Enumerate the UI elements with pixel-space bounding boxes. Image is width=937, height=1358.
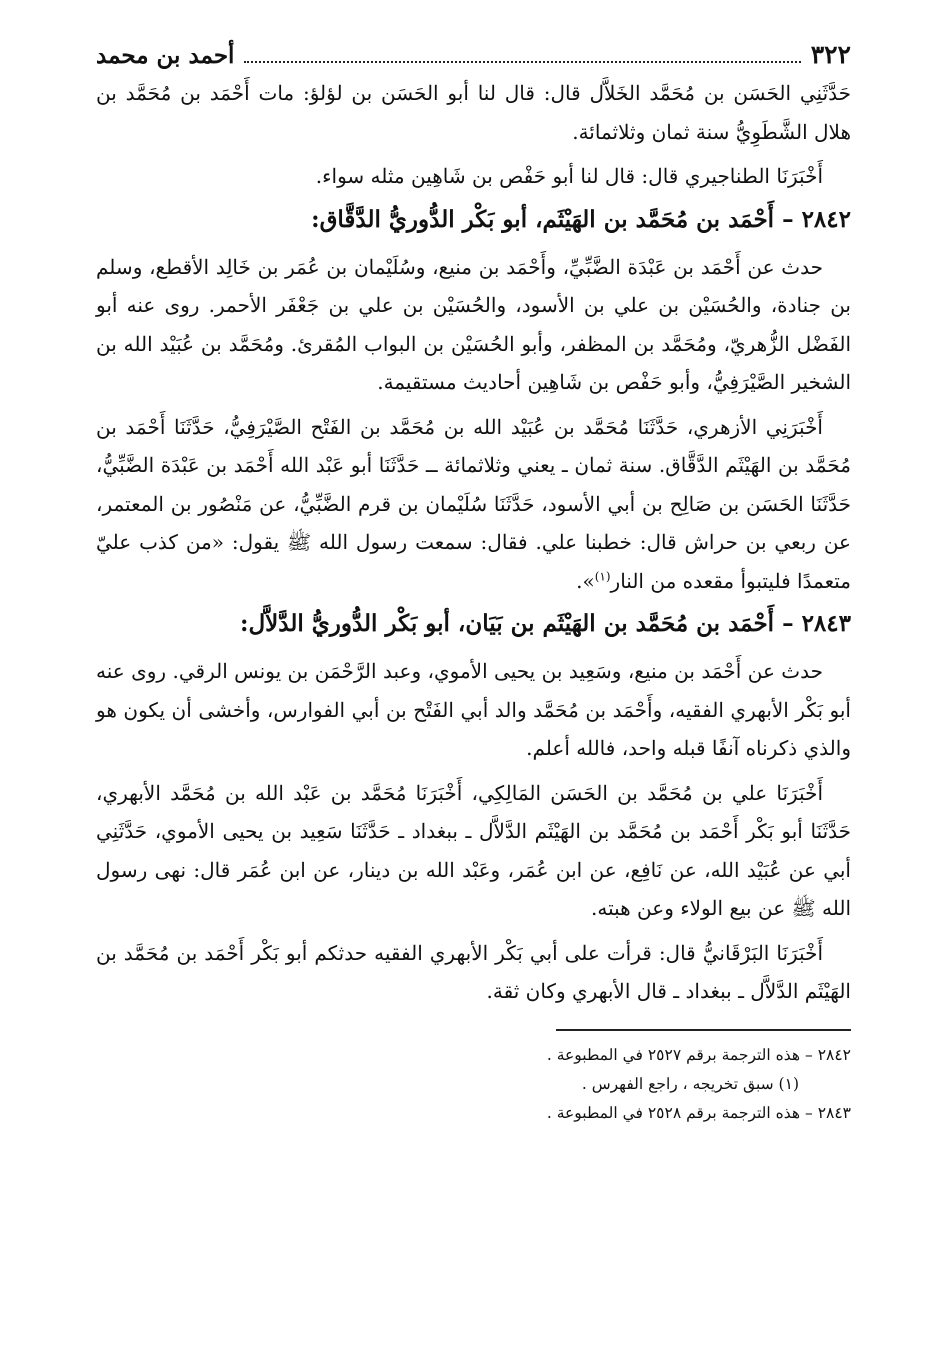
header-dotted-leader (244, 61, 800, 63)
entry-heading-2843: ٢٨٤٣ – أَحْمَد بن مُحَمَّد بن الهَيْثَم بن بَيَان، أبو بَكْر الدُّوريُّ الدَّلاَّل: (239, 610, 851, 637)
footnote-2842: ٢٨٤٢ – هذه الترجمة برقم ٢٥٢٧ في المطبوعة . (546, 1045, 851, 1064)
running-title: أحمد بن محمد (96, 42, 235, 69)
entry-heading-2842: ٢٨٤٢ – أَحْمَد بن مُحَمَّد بن الهَيْثَم، أبو بَكْر الدُّوريُّ الدَّقَّاق: (311, 205, 851, 233)
paragraph-4-end: ». (576, 568, 595, 593)
paragraph-3: حدث عن أَحْمَد بن عَبْدَة الضَّبِّيِّ، وأَحْمَد بن منيع، وسُلَيْمان بن عُمَر بن خَالِد الأقطع، وسلم بن جنادة، والحُسَيْن بن علي بن الأسود، والحُسَيْن بن علي بن جَعْفَر الأحمر. روى عنه أبو الفَضْل الزُّهريّ، ومُحَمَّد بن المظفر، وأبو الحُسَيْن بن البواب المُقرئ. ومُحَمَّد بن عُبَيْد الله بن الشخير الصَّيْرَفِيُّ، وأبو حَفْص بن شَاهِين أحاديث مستقيمة. (96, 254, 851, 394)
footnote-1: (١) سبق تخريجه ، راجع الفهرس . (581, 1074, 799, 1093)
page-header (96, 40, 851, 70)
footnote-separator (556, 1029, 851, 1031)
paragraph-6: أَخْبَرَنَا علي بن مُحَمَّد بن الحَسَن المَالِكِي، أَخْبَرَنَا مُحَمَّد بن عَبْد الله بن مُحَمَّد الأبهري، حَدَّثَنَا أبو بَكْر أَحْمَد بن مُحَمَّد بن الهَيْثَم الدَّلاَّل ـ ببغداد ـ حَدَّثَنَا سَعِيد بن يحيى الأموي، حَدَّثَنِي أبي عن عُبَيْد الله، عن نَافِع، عن ابن عُمَر، وعَبْد الله بن دينار، عن ابن عُمَر قال: نهى رسول الله ﷺ عن بيع الولاء وعن هبته. (96, 780, 851, 920)
footnote-ref-1: (١) (594, 568, 611, 583)
paragraph-4-text: أَخْبَرَنِي الأزهري، حَدَّثَنَا مُحَمَّد بن عُبَيْد الله بن مُحَمَّد بن الفَتْح الصَّيْرَفِيُّ، حَدَّثَنَا أَحْمَد بن مُحَمَّد بن الهَيْثَم الدَّقَّاق. سنة ثمان ـ يعني وثلاثمائة ــ حَدَّثَنَا أبو عَبْد الله أَحْمَد بن عَبْدَة الضَّبِّيُّ، حَدَّثَنَا الحَسَن بن صَالِح بن أبي الأسود، حَدَّثَنَا سُلَيْمان بن قرم الضَّبِّيُّ، عن مَنْصُور بن المعتمر، عن ربعي بن حراش قال: خطبنا علي. فقال: سمعت رسول الله ﷺ يقول: «من كذب عليّ متعمدًا فليتبوأ مقعده من النار (96, 414, 851, 593)
paragraph-7: أَخْبَرَنَا البَرْقَانيُّ قال: قرأت على أبي بَكْر الأبهري الفقيه حدثكم أبو بَكْر أَحْمَد بن مُحَمَّد بن الهَيْثَم الدَّلاَّل ـ ببغداد ـ قال الأبهري وكان ثقة. (96, 940, 851, 1003)
footnote-2843: ٢٨٤٣ – هذه الترجمة برقم ٢٥٢٨ في المطبوعة . (546, 1103, 851, 1122)
paragraph-2: أَخْبَرَنَا الطناجيري قال: قال لنا أبو حَفْص بن شَاهِين مثله سواء. (315, 164, 823, 188)
page-number: ٣٢٢ (810, 40, 851, 69)
paragraph-4 (96, 408, 851, 601)
paragraph-1: حَدَّثَنِي الحَسَن بن مُحَمَّد الخَلاَّل قال: قال لنا أبو الحَسَن بن لؤلؤ: مات أَحْمَد بن مُحَمَّد بن هلال الشَّطَوِيُّ سنة ثمان وثلاثمائة. (96, 81, 851, 144)
paragraph-5: حدث عن أَحْمَد بن منيع، وسَعِيد بن يحيى الأموي، وعبد الرَّحْمَن بن يونس الرقي. روى عنه أبو بَكْر الأبهري الفقيه، وأَحْمَد بن مُحَمَّد والد أبي الفَتْح بن أبي الفوارس، وأخشى أن يكون هو والذي ذكرناه آنفًا قبله واحد، فالله أعلم. (96, 659, 851, 760)
